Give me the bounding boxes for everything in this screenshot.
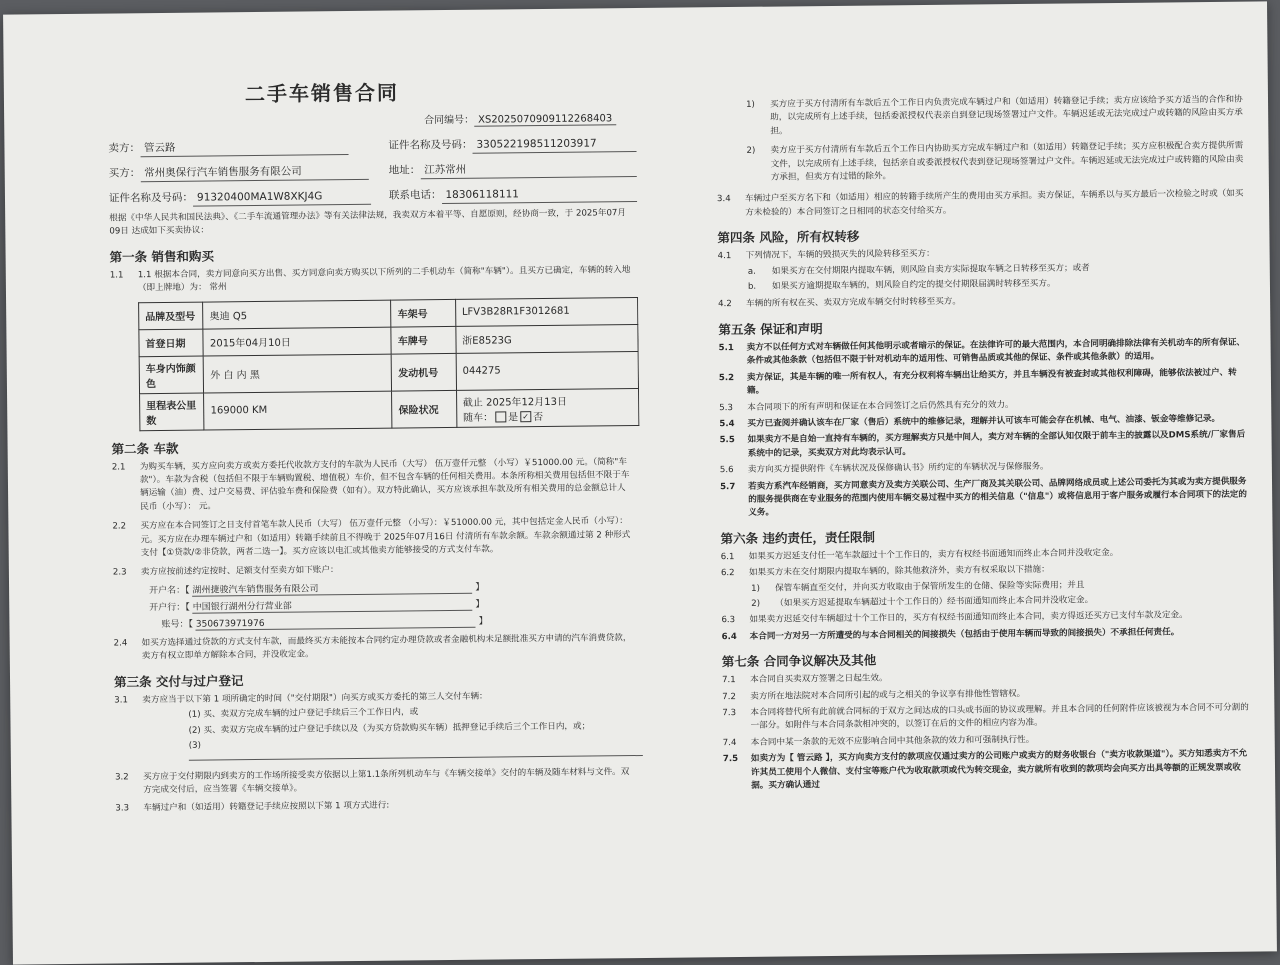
clause-3-2: 3.2 买方应于交付期限内到卖方的工作场所接受卖方依据以上第1.1条所列机动车与《车辆交接单》交付的车辆及随车材料与文件。双方完成交付后，应当签署《车辆交接单》。 [114,766,630,796]
clause-6-2-2: 2) （如果买方迟延提取车辆超过十个工作日的）经书面通知而终止本合同并没收定金。 [751,595,1094,609]
buyer-name: 常州奥保行汽车销售服务有限公司 [140,163,368,182]
clause-3-3: 3.3 车辆过户和（如适用）转籍登记手续应按照以下第 1 项方式进行: [115,800,390,814]
buyer-phone: 18306118111 [441,185,639,204]
clause-5-5: 5.5 如果卖方不是自始一直持有车辆的，买方理解卖方只是中间人，卖方对车辆的全部认知仅限于前车主的披露以及DMS系统/厂家售后系统中的记录，买卖双方对此均表示认可。 [719,429,1246,459]
clause-3-1-b: (2) 买、卖双方完成车辆的过户登记手续以及（为买方贷款购买车辆）抵押登记手续后三个工作日内，或； [188,721,591,736]
clause-6-1: 6.1 如果买方迟延支付任一笔车款超过十个工作日的，卖方有权经书面通知而终止本合同并没收定金。 [720,547,1119,562]
clause-3-1: 3.1 卖方应当于以下第 1 项所确定的时间（"交付期限"）向买方或买方委托的第三人交付车辆： [114,691,488,706]
clause-4-1-a: a. 如果买方在交付期限内提取车辆，则风险自卖方实际提取车辆之日转移至买方；或者 [747,262,1090,277]
clause-6-4: 6.4 本合同一方对另一方所遭受的与本合同相关的间接损失（包括由于使用车辆而导致的间接损失）不承担任何责任。 [721,627,1180,642]
clause-7-2: 7.2 卖方所在地法院对本合同所引起的或与之相关的争议享有排他性管辖权。 [722,688,1026,702]
vehicle-engine: 044275 [456,351,639,390]
buyer-row: 买方： 常州奥保行汽车销售服务有限公司 地址： 江苏常州 [109,157,637,185]
clause-3-1-c: (3) [165,735,633,767]
vehicle-table: 品牌及型号 奥迪 Q5 车架号 LFV3B28R1F3012681 首登日期 2015年04月10日 车牌号 浙E8523G 车身内饰颜色 外 白 内 黑 发动机号 044275 里程表公里数 169000 KM 保险状况 截止 2025年12月13日 随车： 是 ✓ 否 [138,297,639,431]
vehicle-color: 外 白 内 黑 [204,354,392,393]
clause-4-1: 4.1 下列情况下，车辆的毁损灭失的风险转移至买方： [717,249,935,262]
section-4-heading: 第四条 风险，所有权转移 [717,228,860,246]
clause-3-1-a: (1) 买、卖双方完成车辆的过户登记手续后三个工作日内，或 [188,707,419,720]
section-1-heading: 第一条 销售和购买 [109,248,215,265]
section-7-heading: 第七条 合同争议解决及其他 [721,652,877,670]
section-6-heading: 第六条 违约责任，责任限制 [720,529,876,546]
vehicle-vin: LFV3B28R1F3012681 [455,297,638,326]
clause-3-3-2: 2) 卖方应于买方付清所有车款后五个工作日内协助买方完成车辆过户和（如适用）转籍登记手续；买方应积极配合卖方提供所需文件，以完成所有上述手续，包括亲自或委派授权代表到登记现场签署过户文件。车辆迟延或无法完成过户或转籍的风险由卖方承担，但卖方有过错的除外。 [746,140,1244,183]
section-3-heading: 第三条 交付与过户登记 [113,672,244,690]
clause-2-3: 2.3 卖方应按前述约定按时、足额支付至卖方如下账户： [112,565,339,578]
payee-name: 湖州捷骏汽车销售服务有限公司 [192,580,472,597]
contract-page-left [7,18,645,955]
clause-2-2: 2.2 买方应在本合同签订之日支付首笔车款人民币（大写） 伍万壹仟元整 （小写）：￥51000.00 元，其中包括定金人民币（小写）： 元。买方应在办理车辆过户和（如适用）转籍手续前且不得晚于 2025年07月16日 付清所有车款余额。车款余额通过第 2 种形式支付【①贷款/②非贷款，两者二选一】。买方应该以电汇或其他卖方能够接受的方式支付车款。 [112,516,631,559]
clause-1-1: 1.1 1.1 根据本合同，卖方同意向买方出售、买方同意向卖方购买以下所列的二手机动车（简称"车辆"）。且买方已确定，车辆的转入地（即上牌地）为： 常州 [109,264,631,294]
payee-row: 开户名：【 湖州捷骏汽车销售服务有限公司 】 [149,578,641,597]
buyer-address: 江苏常州 [420,160,638,179]
bank-name: 中国银行湖州分行营业部 [193,597,473,614]
section-5-heading: 第五条 保证和声明 [718,320,823,338]
clause-5-4: 5.4 买方已查阅并确认该车在厂家（售后）系统中的维修记录，理解并认可该车可能会存在机械、电气、油漆、钣金等维修记录。 [719,413,1221,430]
account-row: 账号：【 350673971976 】 [161,616,488,630]
clause-7-3: 7.3 本合同将替代所有此前就合同标的于双方之间达成的口头或书面的协议或理解。并且本合同的任何附件应该被视为本合同不可分割的一部分。如附件与本合同条款相冲突的，以签订在后的文件的相应内容为准。 [722,702,1249,732]
vehicle-brand: 奥迪 Q5 [203,300,391,329]
clause-4-1-b: b. 如果买方逾期提取车辆的，则风险自约定的提交付期限届满时转移至买方。 [747,278,1056,292]
clause-7-4: 7.4 本合同中某一条款的无效不应影响合同中其他条款的效力和可强制执行性。 [722,734,1035,748]
seller-row: 卖方： 管云路 证件名称及号码： 330522198511203917 [108,132,636,160]
vehicle-insurance: 截止 2025年12月13日 随车： 是 ✓ 否 [456,388,639,427]
clause-7-5: 7.5 如卖方为【 管云路 】，买方向卖方支付的款项应仅通过卖方的公司账户或卖方的财务收银台（"卖方收款渠道"）。买方知悉卖方不允许其员工使用个人微信、支付宝等账户代为收取款项或代为转交现金，卖方就所有收到的款项均会向买方出具等额的正规发票或收据。买方确认通过 [722,748,1248,791]
clause-5-7: 5.7 若卖方系汽车经销商，买方同意卖方及卖方关联公司、生产厂商及其关联公司、品牌网络成员或上述公司委托为其或为卖方提供服务的服务提供商在专业服务的范围内使用车辆交易过程中买方的相关信息（"信息"）或将信息用于客户服务或履行本合同项下的法定的义务。 [719,476,1248,519]
account-number: 350673971976 [196,617,476,631]
vehicle-mileage: 169000 KM [204,391,392,430]
buyer-id-row: 证件名称及号码： 91320400MA1W8XKJ4G 联系电话： 18306118111 [109,182,637,210]
contract-number: 合同编号： XS2025070909112268403 [8,109,616,130]
clause-6-2: 6.2 如果买方未在交付期限内提取车辆的，除其他救济外，卖方有权采取以下措施： [720,564,1050,579]
buyer-id: 91320400MA1W8XKJ4G [193,188,371,207]
vehicle-reg-date: 2015年04月10日 [203,327,391,356]
clause-5-1: 5.1 卖方不以任何方式对车辆做任何其他明示或者暗示的保证。在法律许可的最大范围内，本合同明确排除法律有关机动车的所有保证、条件或其他条款（包括但不限于针对机动车的适用性、可销售品质或其他的保证、条件或其他条款）的适用。 [718,337,1246,367]
contract-page-right [645,12,1267,948]
preamble: 根据《中华人民共和国民法典》、《二手车流通管理办法》等有关法律法规，我卖双方本着平等、自愿原则，经协商一致，于 2025年07月09日 达成如下买卖协议： [109,208,627,237]
clause-2-1: 2.1 为购买车辆，买方应向卖方或卖方委托代收款方支付的车款为人民币（大写） 伍万壹仟元整 （小写）￥51000.00 元。（简称"车款"）。车款为含税（包括但不限于车辆购置税、增值税）车价，但不包含车辆的任何相关费用。本条所称相关费用包括但不限于车辆运输（油）费、过户交易费、评估验车费和保险费（如有）。双方特此确认，买方应该承担车款及所有相关费用的总金额总计人民币（小写）： 元。 [111,456,630,513]
insurance-no-checkbox: ✓ [520,411,531,422]
clause-7-1: 7.1 本合同自买卖双方签署之日起生效。 [722,673,888,686]
section-2-heading: 第二条 车款 [111,440,179,457]
seller-name: 管云路 [140,138,348,157]
clause-3-3-1: 1) 买方应于买方付清所有车款后五个工作日内负责完成车辆过户和（如适用）转籍登记手续；卖方应该给予买方适当的合作和协助，以完成所有上述手续，包括委派授权代表亲自到登记现场签署过户文件。车辆迟延或无法完成过户或转籍的风险由买方承担。 [745,94,1243,137]
vehicle-plate: 浙E8523G [456,324,639,353]
contract-sheet [3,1,1277,964]
clause-5-6: 5.6 卖方向买方提供附件《车辆状况及保修确认书》所约定的车辆状况与保修服务。 [719,461,1049,476]
clause-3-4: 3.4 车辆过户至买方名下和（如适用）相应的转籍手续所产生的费用由买方承担。卖方保证，车辆系以与买方最后一次检验之时或（如买方未检验的）本合同签订之日相同的状态交付给买方。 [716,189,1244,218]
contract-title: 二手车销售合同 [244,80,400,107]
clause-4-2: 4.2 车辆的所有权在买、卖双方完成车辆交付时转移至买方。 [718,297,962,310]
seller-id: 330522198511203917 [472,135,645,154]
clause-5-2: 5.2 卖方保证，其是车辆的唯一所有权人，有充分权利将车辆出让给买方，并且车辆没有被查封或其他权利障碍，能够依法被过户、转籍。 [718,367,1237,396]
clause-2-4: 2.4 如买方选择通过贷款的方式支付车款，而最终买方未能按本合同约定办理贷款或者金融机构未足额批准买方申请的汽车消费贷款，卖方有权立即单方解除本合同，并没收定金。 [113,632,632,662]
bank-row: 开户行：【 中国银行湖州分行营业部 】 [149,595,641,614]
clause-6-2-1: 1) 保管车辆直至交付，并向买方收取由于保管所发生的仓储、保险等实际费用；并且 [751,579,1085,594]
clause-6-3: 6.3 如果卖方迟延交付车辆超过十个工作日的，买方有权经书面通知而终止本合同，卖方得返还买方已支付车款及定金。 [721,610,1188,626]
insurance-yes-checkbox [495,412,506,423]
clause-5-3: 5.3 本合同项下的所有声明和保证在本合同签订之后仍然具有充分的效力。 [719,399,1014,413]
